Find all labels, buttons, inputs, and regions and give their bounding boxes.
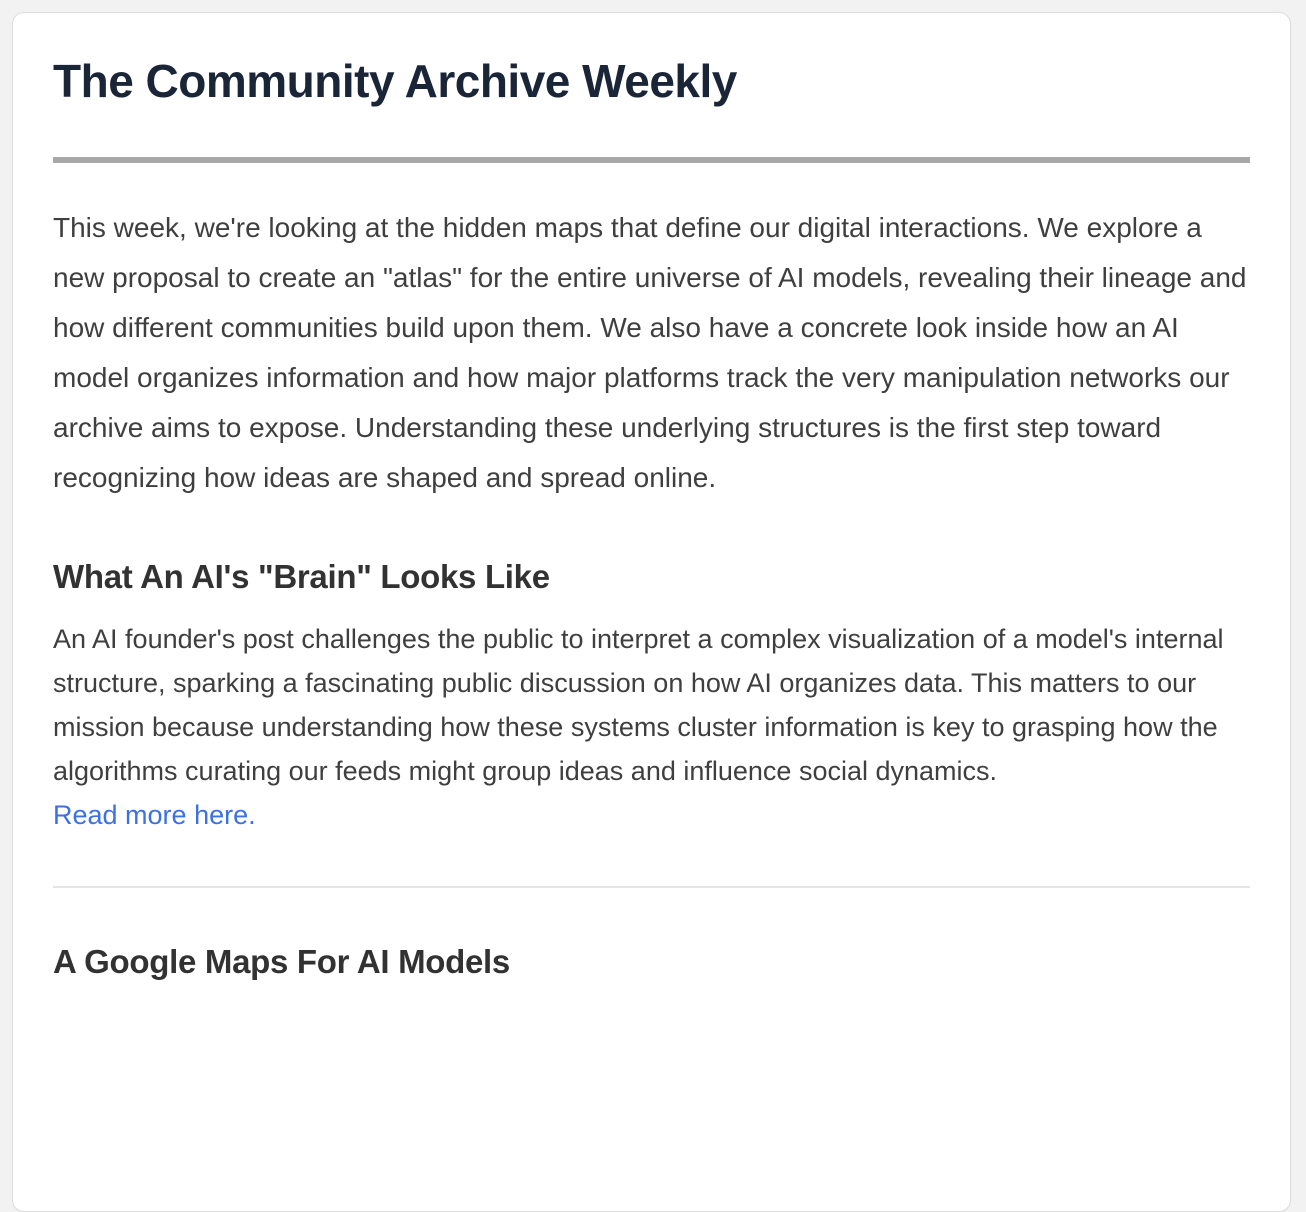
section-heading-ai-brain: What An AI's "Brain" Looks Like — [53, 558, 550, 595]
page-title: The Community Archive Weekly — [53, 55, 737, 107]
section-google-maps — [53, 942, 1250, 982]
read-more-link[interactable]: Read more here. — [53, 800, 256, 830]
intro-paragraph: This week, we're looking at the hidden maps that define our digital interactions. We explore a new proposal to create an "atlas" for the entire universe of AI models, revealing their lineage and how different communities build upon them. We also have a concrete look inside how an AI model organizes information and how major platforms track the very manipulation networks our archive aims to expose. Understanding these underlying structures is the first step toward recognizing how ideas are shaped and spread online. — [53, 212, 1247, 493]
newsletter-card — [12, 12, 1291, 1212]
section-ai-brain — [53, 557, 1250, 837]
title-divider — [53, 157, 1250, 163]
section-heading-google-maps: A Google Maps For AI Models — [53, 943, 510, 980]
section-divider — [53, 886, 1250, 888]
section-body-ai-brain: An AI founder's post challenges the public to interpret a complex visualization of a model's internal structure, sparking a fascinating public discussion on how AI organizes data. This matters to our mission because understanding how these systems cluster information is key to grasping how the algorithms curating our feeds might group ideas and influence social dynamics. — [53, 624, 1224, 786]
